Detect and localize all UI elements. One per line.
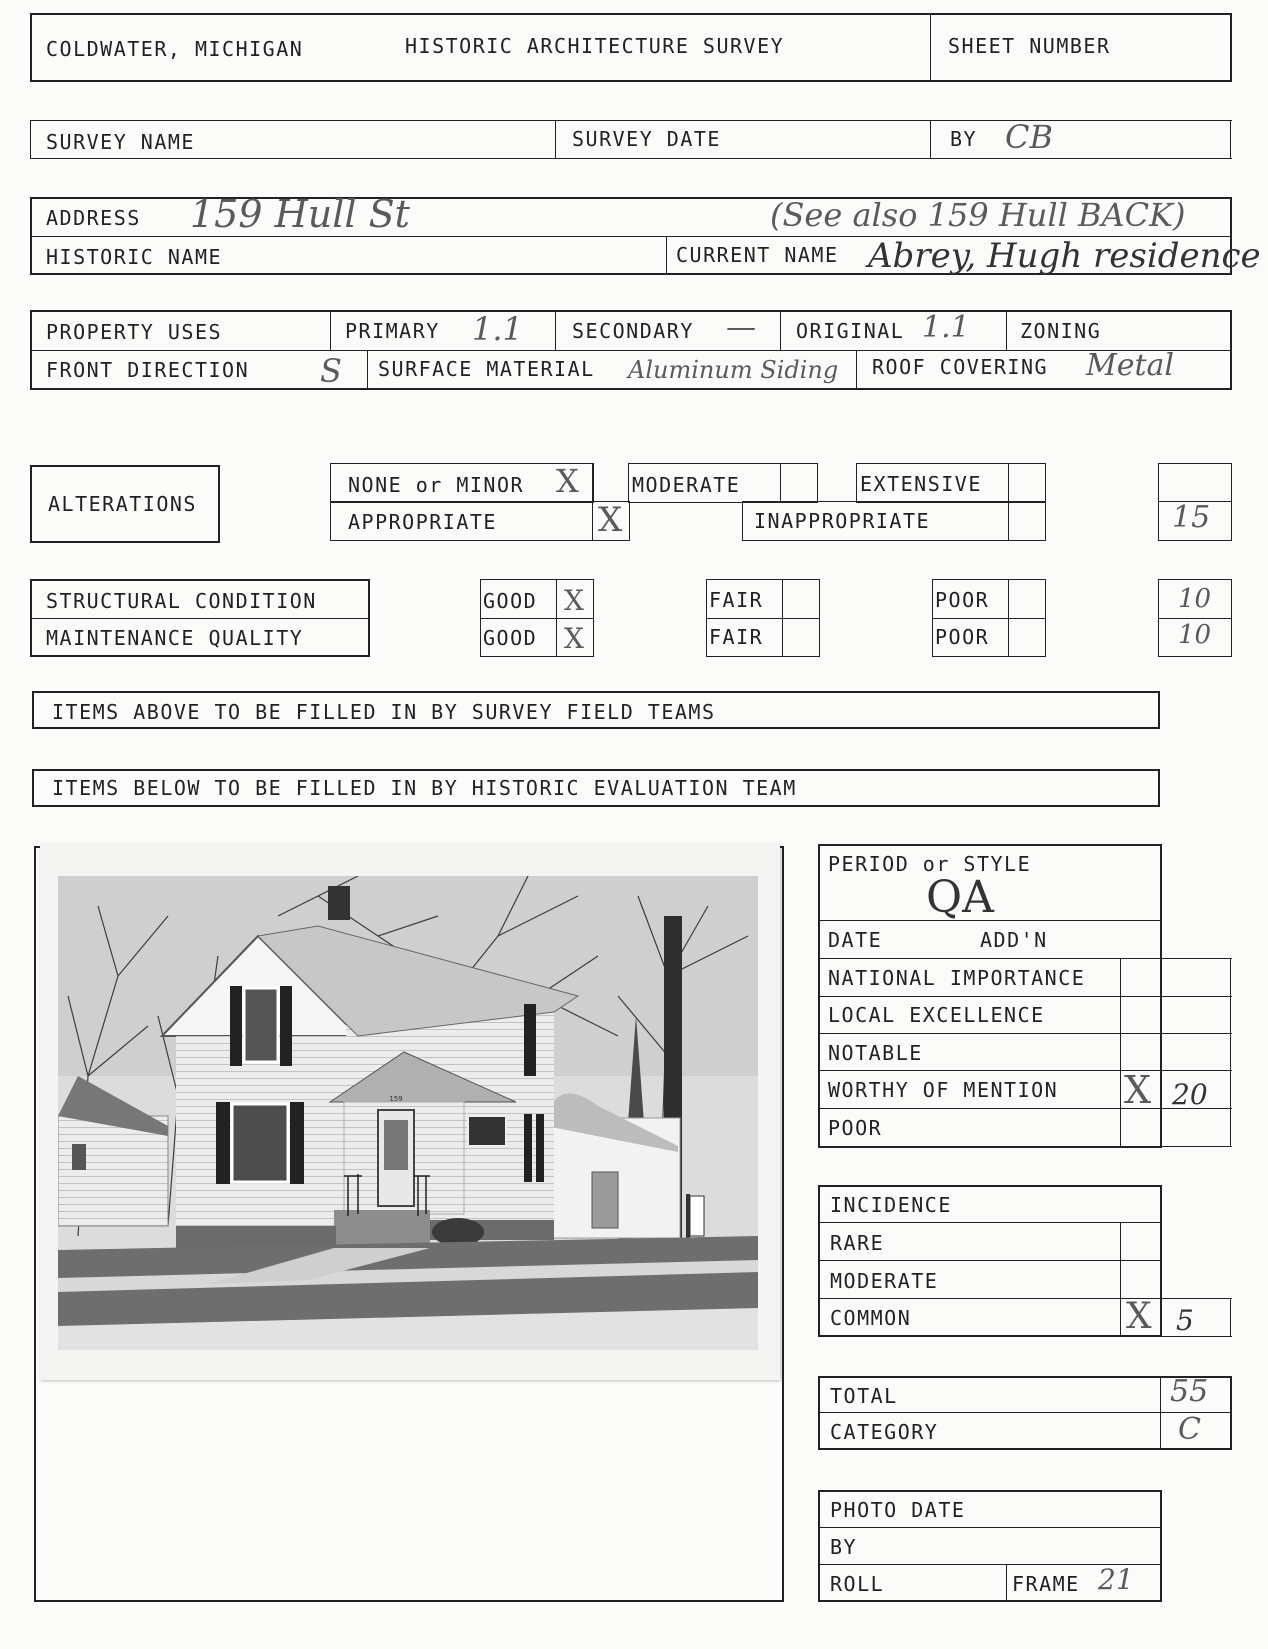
city-label: COLDWATER, MICHIGAN <box>46 37 304 61</box>
field-teams-note: ITEMS ABOVE TO BE FILLED IN BY SURVEY FIELD TEAMS <box>52 700 716 724</box>
chimney <box>328 886 350 920</box>
maintenance-poor-label: POOR <box>935 625 990 649</box>
house-photo-image <box>58 876 758 1350</box>
category-value: C <box>1178 1412 1201 1447</box>
frame-value: 21 <box>1098 1563 1134 1596</box>
see-also-note: (See also 159 Hull BACK) <box>770 196 1186 234</box>
rare-label: RARE <box>830 1231 885 1255</box>
maintenance-good-mark: X <box>564 622 584 655</box>
lower-window <box>232 1104 288 1182</box>
photo-date-label: PHOTO DATE <box>830 1498 966 1522</box>
front-direction-label: FRONT DIRECTION <box>46 358 250 382</box>
original-value: 1.1 <box>922 310 970 345</box>
upper-window <box>244 988 278 1062</box>
lower-shutter-left <box>216 1102 230 1184</box>
mounted-photo <box>40 844 780 1380</box>
roof-covering-label: ROOF COVERING <box>872 355 1049 379</box>
appropriate-mark: X <box>598 500 623 540</box>
by-value: CB <box>1005 118 1053 156</box>
period-style-label: PERIOD or STYLE <box>828 852 1032 876</box>
yard-sign <box>690 1196 704 1236</box>
by-label: BY <box>950 127 978 151</box>
moderate-label: MODERATE <box>632 473 741 497</box>
maintenance-good-label: GOOD <box>483 626 538 650</box>
current-name-label: CURRENT NAME <box>676 243 839 267</box>
neighbor-window <box>72 1144 86 1170</box>
side-upper-shutter <box>524 1004 536 1076</box>
upper-shutter-right <box>280 986 292 1066</box>
structural-poor-label: POOR <box>935 588 990 612</box>
secondary-value: — <box>726 310 756 345</box>
roll-label: ROLL <box>830 1572 885 1596</box>
common-mark: X <box>1126 1296 1152 1337</box>
porch-side-window <box>468 1116 506 1146</box>
photo-by-label: BY <box>830 1535 858 1559</box>
address-value: 159 Hull St <box>190 192 410 236</box>
maintenance-score: 10 <box>1178 620 1212 650</box>
original-label: ORIGINAL <box>796 319 905 343</box>
structural-condition-label: STRUCTURAL CONDITION <box>46 589 317 613</box>
worthy-of-mention-label: WORTHY OF MENTION <box>828 1078 1059 1102</box>
structural-fair-label: FAIR <box>709 588 764 612</box>
zoning-label: ZONING <box>1020 319 1102 343</box>
evaluation-note: ITEMS BELOW TO BE FILLED IN BY HISTORIC EVALUATION TEAM <box>52 776 797 800</box>
surface-material-label: SURFACE MATERIAL <box>378 357 595 381</box>
survey-name-label: SURVEY NAME <box>46 130 195 154</box>
poor-evaluation-label: POOR <box>828 1116 883 1140</box>
frame-label: FRAME <box>1012 1572 1080 1596</box>
alterations-label: ALTERATIONS <box>48 492 197 516</box>
address-label: ADDRESS <box>46 206 141 230</box>
lower-shutter-right <box>290 1102 304 1184</box>
primary-label: PRIMARY <box>345 319 440 343</box>
property-uses-label: PROPERTY USES <box>46 320 223 344</box>
common-label: COMMON <box>830 1306 912 1330</box>
survey-date-label: SURVEY DATE <box>572 127 721 151</box>
category-label: CATEGORY <box>830 1420 939 1444</box>
sheet-number-label: SHEET NUMBER <box>948 34 1111 58</box>
primary-value: 1.1 <box>472 310 523 348</box>
side-lower-shutter-right <box>536 1114 544 1182</box>
none-minor-mark: X <box>556 462 579 500</box>
historic-name-label: HISTORIC NAME <box>46 245 223 269</box>
moderate-incidence-label: MODERATE <box>830 1269 939 1293</box>
inappropriate-label: INAPPROPRIATE <box>754 509 931 533</box>
alterations-score: 15 <box>1172 500 1211 535</box>
structural-score: 10 <box>1178 584 1212 614</box>
date-label: DATE <box>828 928 883 952</box>
maintenance-fair-label: FAIR <box>709 625 764 649</box>
maintenance-quality-label: MAINTENANCE QUALITY <box>46 626 304 650</box>
total-value: 55 <box>1170 1374 1209 1409</box>
form-title: HISTORIC ARCHITECTURE SURVEY <box>405 34 785 58</box>
extensive-label: EXTENSIVE <box>860 472 982 496</box>
house-photo <box>58 876 758 1350</box>
national-importance-label: NATIONAL IMPORTANCE <box>828 966 1086 990</box>
addn-label: ADD'N <box>980 928 1048 952</box>
worthy-of-mention-score: 20 <box>1172 1078 1208 1111</box>
appropriate-label: APPROPRIATE <box>348 510 497 534</box>
structural-good-label: GOOD <box>483 589 538 613</box>
none-minor-label: NONE or MINOR <box>348 473 525 497</box>
house-number: 159 <box>389 1095 403 1103</box>
door-window <box>384 1120 408 1170</box>
period-style-value: QA <box>926 872 994 923</box>
surface-material-value: Aluminum Siding <box>628 356 839 384</box>
roof-covering-value: Metal <box>1086 348 1175 383</box>
current-name-value: Abrey, Hugh residence <box>868 236 1261 276</box>
stone-foundation <box>176 1226 336 1248</box>
upper-shutter-left <box>230 986 242 1066</box>
local-excellence-label: LOCAL EXCELLENCE <box>828 1003 1045 1027</box>
notable-label: NOTABLE <box>828 1041 923 1065</box>
front-direction-value: S <box>320 352 342 390</box>
worthy-of-mention-mark: X <box>1124 1068 1152 1112</box>
incidence-label: INCIDENCE <box>830 1193 952 1217</box>
total-label: TOTAL <box>830 1384 898 1408</box>
secondary-label: SECONDARY <box>572 319 694 343</box>
common-score: 5 <box>1176 1304 1194 1337</box>
garage-door <box>592 1172 618 1228</box>
side-lower-shutter-left <box>524 1114 532 1182</box>
structural-good-mark: X <box>564 584 584 617</box>
